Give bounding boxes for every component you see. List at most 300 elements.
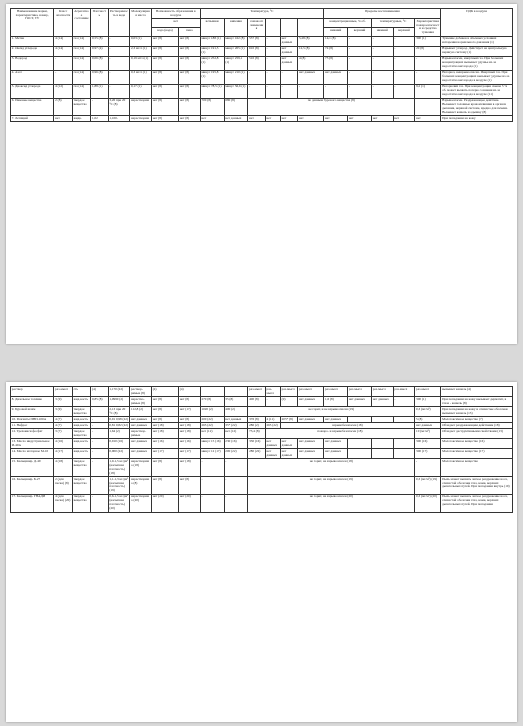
merged-note-cell: не горит, не взрывоопасен (20) xyxy=(248,494,415,512)
table-row xyxy=(11,477,513,495)
data-cell: нет (8) xyxy=(178,84,200,98)
header-lim-conc: концентрационные, % об. xyxy=(324,19,372,28)
data-cell xyxy=(348,449,372,459)
substance-name-cell: 17. Кальцинир. ГНАДИ xyxy=(11,494,54,512)
header-class: Класс опасности xyxy=(54,9,72,37)
description-cell: Малотоксичное вещество (17) xyxy=(441,449,513,459)
data-cell xyxy=(393,449,415,459)
data-cell: (4) xyxy=(178,387,200,397)
data-cell: нет (16) xyxy=(151,439,178,449)
table-row xyxy=(11,494,513,512)
data-cell: нераствор- римые xyxy=(130,429,152,439)
data-cell: - xyxy=(54,70,72,84)
data-cell: раз-мысл xyxy=(265,387,280,397)
header-lim-high-1: верхний xyxy=(348,27,372,36)
data-cell: - xyxy=(280,70,297,84)
data-cell: - xyxy=(324,84,348,98)
data-cell: 1,1-1,3 кг/дм³ (насыпная плотность) (19) xyxy=(109,476,129,493)
data-cell: нет (8) xyxy=(151,417,178,423)
data-cell: - xyxy=(224,477,248,495)
data-cell: твердое вещество xyxy=(72,98,90,116)
data-cell: раз-мысл xyxy=(348,387,372,397)
data-cell: нет данных xyxy=(130,417,152,423)
data-cell: 700 (8) xyxy=(200,98,224,116)
data-cell: - xyxy=(265,84,280,98)
hazard-table-page-1 xyxy=(10,8,513,122)
data-cell: 4 (7) xyxy=(54,417,72,423)
data-cell: 376 (8) xyxy=(248,417,265,423)
data-cell: - xyxy=(108,84,130,98)
data-cell: 1,02 xyxy=(91,116,108,122)
data-cell: - xyxy=(393,397,415,407)
data-cell: - xyxy=(224,459,248,477)
data-cell: 20 (8) xyxy=(415,46,441,56)
data-cell: нет данных xyxy=(130,439,152,449)
table-row xyxy=(11,397,513,407)
data-cell: 1,0-1,5 кг/дм³ (насыпная плотность) (18) xyxy=(109,458,129,475)
data-cell: - xyxy=(91,449,108,459)
data-cell: 0,6-1,5 кг/дм³ (насыпная плотность) (20) xyxy=(109,494,129,511)
data-cell: нет (16) xyxy=(178,439,200,449)
description-cell: Негорючий газ. При концентрации свыше 5 % об. может вызвать потерю сознания из-за недостатка кислорода в воздухе (11) xyxy=(441,84,513,98)
description-cell: Негорюч, невзрывоопасен. Инертный газ. При больших концентрациях вызывает удушье из-за недостатка кислорода в воздухе (1) xyxy=(441,70,513,84)
data-cell: 10 (мг/м³) xyxy=(415,429,441,439)
data-cell: 4 (8) xyxy=(298,56,324,70)
merged-note-cell: по данным бурового вещества (8) xyxy=(248,98,415,116)
header-state: Агрегатное состояние xyxy=(72,9,90,37)
header-lim-temp: температурные, °С xyxy=(371,19,414,28)
substance-name-cell: 15. Кальцинир. Д-49 xyxy=(11,459,54,477)
substance-name-cell: 11. Нефрас xyxy=(11,423,54,429)
data-cell: нет данных xyxy=(324,417,348,423)
data-cell: нет xyxy=(265,116,280,122)
table-row xyxy=(11,116,513,122)
data-cell: - xyxy=(348,84,372,98)
data-cell: нерастворим xyxy=(130,98,152,116)
data-cell: 3 (9) xyxy=(54,397,72,407)
data-cell: минус 210 (1) xyxy=(224,70,248,84)
data-cell: раствор- римые (8) xyxy=(130,387,152,397)
table-row xyxy=(11,429,513,439)
header-air-sub: нет xyxy=(151,19,200,28)
data-cell: - xyxy=(91,439,108,449)
data-cell: нет (8) xyxy=(178,70,200,84)
data-cell: нет данных xyxy=(130,449,152,459)
data-cell: нерастворимо (8) xyxy=(130,477,152,495)
substance-name-cell: 1. Метан xyxy=(11,36,54,46)
data-cell: нет данных xyxy=(280,46,297,56)
data-cell: нет (8) xyxy=(178,56,200,70)
substance-name-cell: 14. Масло моторное М-10 xyxy=(11,449,54,459)
substance-name-cell: 8. Дизельное топливо xyxy=(11,397,54,407)
data-cell xyxy=(371,439,393,449)
data-cell: 0,81 0,82 (22) xyxy=(109,422,129,427)
data-cell: нет (8) xyxy=(151,407,178,417)
substance-name-cell: 6. Пиковые вещества xyxy=(11,98,54,116)
data-cell: - xyxy=(108,46,130,56)
data-cell: 0,91 0,98 (22) xyxy=(109,416,129,421)
data-cell: нерастворимо (18) xyxy=(130,459,152,477)
data-cell: газ (14) xyxy=(72,70,90,84)
substance-name-cell: 3. Водород xyxy=(11,56,54,70)
data-cell: нет (8) xyxy=(178,98,200,116)
data-cell: - xyxy=(371,84,393,98)
data-cell xyxy=(200,387,224,397)
data-cell: газ (14) xyxy=(72,56,90,70)
document-page-2 xyxy=(6,382,517,722)
header-temp-group: Температура, °С xyxy=(200,9,324,19)
data-cell: нет (12) xyxy=(224,429,248,439)
data-cell: нет (8) xyxy=(151,36,178,46)
data-cell: раз-мысл xyxy=(248,387,265,397)
header-air-danger: Возможность образования в воздухе xyxy=(151,9,200,19)
data-cell: - xyxy=(371,36,393,46)
data-cell: 0,97 (4) xyxy=(91,46,108,56)
data-cell: раз-мысл xyxy=(371,387,393,397)
substance-name-cell: 7. Летящий xyxy=(11,116,54,122)
data-cell: - xyxy=(393,70,415,84)
data-cell: раз-мысл xyxy=(280,387,297,397)
header-character: Характеристика пожароопасности и средства тушения xyxy=(416,18,440,35)
data-cell: - xyxy=(224,494,248,512)
data-cell: минус 259,1 (1) xyxy=(224,56,248,70)
data-cell: нет данных xyxy=(265,449,280,459)
data-cell: 74 (8) xyxy=(324,46,348,56)
description-cell: При попадании на кожу xyxy=(441,116,513,122)
data-cell: минус 56,6 (1) xyxy=(224,84,248,98)
data-cell: нет xyxy=(200,116,224,122)
data-cell: 4 (7) xyxy=(54,423,72,429)
data-cell: 2,13 при 20 °С (8) xyxy=(108,407,130,417)
data-cell: твердое вещество xyxy=(72,429,90,439)
data-cell: нет (8) xyxy=(178,36,200,46)
data-cell: раз-мысл xyxy=(415,387,441,397)
data-cell: нет (20) xyxy=(151,494,178,512)
data-cell: нет xyxy=(348,116,372,122)
data-cell xyxy=(371,449,393,459)
merged-note-cell: не горит, и не взрывоопасен (19) xyxy=(248,407,415,417)
data-cell: - xyxy=(415,70,441,84)
data-cell: 5,28 (8) xyxy=(298,36,324,46)
data-cell: - xyxy=(91,423,108,429)
data-cell: нет (8) xyxy=(151,477,178,495)
data-cell: нет данных xyxy=(298,449,324,459)
data-cell: 2 (8) xyxy=(54,98,72,116)
data-cell: нет (8) xyxy=(178,116,200,122)
data-cell: 610 (8) xyxy=(248,46,265,56)
data-cell: 300 (1) xyxy=(415,397,441,407)
data-cell: минус 195,8 (1) xyxy=(200,70,224,84)
data-cell: нет (8) xyxy=(151,46,178,56)
data-cell: минус 15 (16) xyxy=(200,439,224,449)
header-lim-low-2: нижний xyxy=(371,27,393,36)
data-cell: 300 (1) xyxy=(415,36,441,46)
data-cell: минус 78,5 (1) xyxy=(200,84,224,98)
description-cell: При попадании на кожу вызывает дерматит, в глаза - кашель (8) xyxy=(441,397,513,407)
data-cell: - xyxy=(108,56,130,70)
data-cell: минус 162 (8) xyxy=(224,36,248,46)
table-row xyxy=(11,449,513,459)
data-cell xyxy=(415,98,441,116)
data-cell: нет (17) xyxy=(178,407,200,417)
description-cell: Малотоксичное вещество (16) xyxy=(441,439,513,449)
data-cell: 12,5 (8) xyxy=(298,46,324,56)
header-extinguish: ПДК в воздухе xyxy=(441,9,513,37)
data-cell: нераство- римые (8) xyxy=(130,397,152,407)
data-cell: - xyxy=(393,56,415,70)
data-cell: 5 (8) xyxy=(415,417,441,423)
data-cell: раз-мысл xyxy=(393,387,415,397)
data-cell: 2,3 мг/л (1) xyxy=(130,46,152,56)
data-cell: 2 (для песка) (8) xyxy=(54,477,72,495)
data-cell: сть xyxy=(72,387,90,397)
table-row xyxy=(11,407,513,417)
data-cell: нет (18) xyxy=(178,423,200,429)
header-lim-low-1: нижний xyxy=(324,27,348,36)
data-cell: - xyxy=(371,70,393,84)
data-cell: 4 (12) xyxy=(54,84,72,98)
data-cell: 4 (18) xyxy=(54,459,72,477)
description-cell: Взрывоопасен, инертный газ. При больших концентрациях вызывает удушье из-за недостатка кислорода (1) xyxy=(441,56,513,70)
data-cell: 73,4 (8) xyxy=(248,429,265,439)
data-cell: 4 (14) xyxy=(54,46,72,56)
data-cell: нет (18) xyxy=(151,429,178,439)
description-cell: Малотоксичное вещество xyxy=(441,459,513,477)
data-cell xyxy=(393,439,415,449)
data-cell: 3 (7) xyxy=(54,429,72,439)
substance-name-cell: раствор xyxy=(11,387,54,397)
data-cell xyxy=(224,387,248,397)
data-cell: нет данных xyxy=(298,397,324,407)
data-cell: (4) xyxy=(151,387,178,397)
data-cell: - xyxy=(248,84,265,98)
table-body-page-2 xyxy=(11,387,513,513)
data-cell: 1020 (2) xyxy=(200,407,224,417)
data-cell: нет данных xyxy=(298,439,324,449)
data-cell: 4 (17) xyxy=(54,449,72,459)
data-cell: 400 (2) xyxy=(224,407,248,417)
data-cell: нет данных xyxy=(324,449,348,459)
data-cell: нерастворимо (20) xyxy=(130,494,152,512)
data-cell: нет (17) xyxy=(178,449,200,459)
data-cell: нет данных xyxy=(348,397,372,407)
description-cell: Взрывоопасен. Раздражающее действие. Вызывает головные кровоизлияния в органах дыхания, нервной системе, вредно для печени. Вызывает кашель и одышку (8) xyxy=(441,98,513,116)
header-limits-group: Пределы воспламенения xyxy=(324,9,441,19)
data-cell: нет (18) xyxy=(178,429,200,439)
data-cell: 35 (8) xyxy=(224,397,248,407)
data-cell: 0,3 мг/л (1) xyxy=(130,70,152,84)
data-cell: нет (8) xyxy=(178,397,200,407)
data-cell: - xyxy=(91,98,108,116)
data-cell: - xyxy=(348,56,372,70)
data-cell: 265 (22) xyxy=(200,423,224,429)
data-cell: жид-кость xyxy=(72,397,90,407)
data-cell: 0,96 (8) xyxy=(91,70,108,84)
data-cell: - xyxy=(200,459,224,477)
table-row xyxy=(11,36,513,46)
data-cell: 680 (8) xyxy=(224,98,248,116)
merged-note-cell: пожаро- и взрывобезопасен (18) xyxy=(265,429,415,439)
data-cell: минус 188 (1) xyxy=(200,36,224,46)
data-cell: - xyxy=(265,56,280,70)
data-cell: нет xyxy=(371,116,393,122)
data-cell: нет (8) xyxy=(151,56,178,70)
data-cell: - xyxy=(280,84,297,98)
description-cell: При попадании на кожу и слизистые оболочки вызывает кашель (13) xyxy=(441,407,513,417)
data-cell: нет данных xyxy=(371,397,393,407)
table-row xyxy=(11,98,513,116)
data-cell: 1,100- xyxy=(108,116,130,122)
data-cell: 205* (8) xyxy=(280,417,297,423)
data-cell: - xyxy=(265,397,280,407)
substance-name-cell: 10. Реагенты ПНП-100А xyxy=(11,417,54,423)
data-cell: нет данных xyxy=(280,56,297,70)
data-cell: - xyxy=(415,56,441,70)
data-cell: - xyxy=(393,36,415,46)
data-cell: 4 (для песка) (20) xyxy=(54,494,72,512)
data-cell: 1,64 (2) xyxy=(108,429,130,439)
data-cell xyxy=(348,439,372,449)
description-cell: Пыль может вызвать легкое раздражение носа, слизистой оболочки глаз, кожи, верхних дыхательных путей. При попадании внутрь (19) xyxy=(441,477,513,495)
data-cell: нет (8) xyxy=(151,70,178,84)
merged-note-cell: не горит, не взрывоопасен (19) xyxy=(248,477,415,495)
data-cell: (0) xyxy=(280,397,297,407)
data-cell: нет данных xyxy=(280,449,297,459)
description-cell: Пыль может вызвать легкое раздражение носа, слизистой оболочки глаз, кожи, верхних дыхательных путей. При попадании xyxy=(441,494,513,512)
data-cell: раз-мысл xyxy=(324,387,348,397)
data-cell: 0,55 (8) xyxy=(91,36,108,46)
header-t-auto: самовоспламенения xyxy=(248,19,265,37)
data-cell: нет (8) xyxy=(151,397,178,407)
data-cell: - xyxy=(371,56,393,70)
header-t-4 xyxy=(265,19,280,37)
data-cell: 0,06 (8) xyxy=(91,56,108,70)
data-cell: 9,2 (1) xyxy=(415,84,441,98)
data-cell: жидк. xyxy=(72,116,90,122)
data-cell: 537 (8) xyxy=(248,36,265,46)
table-row xyxy=(11,459,513,477)
data-cell: нет (8) xyxy=(151,84,178,98)
data-cell: 265 (22) xyxy=(265,423,280,429)
data-cell: твердое вещество xyxy=(72,407,90,417)
data-cell: жид-кость xyxy=(72,439,90,449)
data-cell: - xyxy=(91,407,108,417)
data-cell: - xyxy=(265,70,280,84)
data-cell: 0,3 (мг/м³) xyxy=(415,407,441,417)
data-cell: 4 (14) xyxy=(54,36,72,46)
data-cell: 510 (8) xyxy=(248,56,265,70)
data-cell: нет данных xyxy=(298,417,324,423)
header-t-5 xyxy=(280,19,297,37)
data-cell: нет данных xyxy=(298,70,324,84)
header-t-flash: вспышки xyxy=(200,19,224,37)
data-cell: - xyxy=(200,477,224,495)
data-cell: нет (20) xyxy=(178,494,200,512)
data-cell: нет (17) xyxy=(151,449,178,459)
data-cell: - xyxy=(54,56,72,70)
data-cell: 280 (2) xyxy=(248,423,265,429)
data-cell: твердое вещество xyxy=(72,459,90,477)
data-cell: 230 (16) xyxy=(224,439,248,449)
description-cell: Обладает деструктивными свойствами (13) xyxy=(441,429,513,439)
substance-name-cell: 12. Трехокиси фосфат xyxy=(11,429,54,439)
hazard-table-page-2 xyxy=(10,386,513,513)
data-cell: 0,3 (мг/м³) (20) xyxy=(415,494,441,512)
header-air-water: вода (вода) xyxy=(151,27,178,36)
data-cell: минус 12 (17) xyxy=(200,449,224,459)
header-solubility: Растворимость в воде xyxy=(108,9,130,37)
data-cell: 1,170 (22) xyxy=(108,387,130,397)
data-cell: нет данных xyxy=(280,36,297,46)
data-cell: раз-мысл xyxy=(54,387,72,397)
data-cell: 1,88 (1) xyxy=(91,84,108,98)
header-name: Наименование марки, характеристика, номер, ГОСТ, ТУ xyxy=(11,9,54,37)
data-cell: нет xyxy=(248,116,265,122)
header-lim-high-2: верхний xyxy=(393,27,415,36)
merged-note-cell: не горит, не взрывоопасен (18) xyxy=(248,459,415,477)
data-cell: 200 (22) xyxy=(224,449,248,459)
header-t-boil: кипения xyxy=(224,19,248,37)
data-cell: 0,910 (16) xyxy=(108,439,130,449)
data-cell: 300 (16) xyxy=(415,439,441,449)
data-cell: 1,0990 (2) xyxy=(108,397,130,407)
data-cell: 0,03 (1) xyxy=(130,36,152,46)
table-body-page-1 xyxy=(11,36,513,122)
data-cell: 14,1 (8) xyxy=(324,36,348,46)
data-cell: 75 (8) xyxy=(324,56,348,70)
data-cell: нет данных xyxy=(224,417,248,423)
document-page-1 xyxy=(6,4,517,344)
data-cell: твердое вещество xyxy=(72,494,90,512)
data-cell: нет данных xyxy=(324,439,348,449)
data-cell: нет xyxy=(324,116,348,122)
data-cell: - xyxy=(348,36,372,46)
data-cell: 3,26 при 20 °С (8) xyxy=(108,98,130,116)
data-cell: - xyxy=(348,46,372,56)
description-cell: Тушение добавок в обычных условиях испарения нормального давления (1) xyxy=(441,36,513,46)
data-cell: 3 (9) xyxy=(54,407,72,417)
data-cell: - xyxy=(248,70,265,84)
data-cell: 0,900 (22) xyxy=(108,449,130,459)
substance-name-cell: 5. Диоксид углерода xyxy=(11,84,54,98)
data-cell: - xyxy=(91,459,108,477)
data-cell: нет (8) xyxy=(178,477,200,495)
data-cell: нет данных xyxy=(324,70,348,84)
table-row xyxy=(11,56,513,70)
data-cell: нет xyxy=(298,116,324,122)
data-cell: газ (14) xyxy=(72,84,90,98)
data-cell: - xyxy=(348,70,372,84)
header-row-1 xyxy=(11,9,513,19)
data-cell: нет данных xyxy=(280,439,297,449)
table-row xyxy=(11,439,513,449)
data-cell: твердое вещество xyxy=(72,477,90,495)
substance-name-cell: 2. Оксид углерода xyxy=(11,46,54,56)
data-cell: нет данных xyxy=(265,439,280,449)
data-cell: жид-кость xyxy=(72,449,90,459)
data-cell: жид-кость xyxy=(72,417,90,423)
data-cell: нет (8) xyxy=(151,98,178,116)
data-cell: нет (12) xyxy=(200,429,224,439)
header-t-6 xyxy=(298,19,324,37)
data-cell: - xyxy=(265,36,280,46)
data-cell: нет xyxy=(280,116,297,122)
substance-name-cell: 16. Кальцинир. Б-27 xyxy=(11,477,54,495)
data-cell: 4 (16) xyxy=(54,439,72,449)
data-cell: 0,19 мг/л (1) xyxy=(130,56,152,70)
data-cell: минус 205 (1) xyxy=(224,46,248,56)
data-cell: - xyxy=(200,494,224,512)
